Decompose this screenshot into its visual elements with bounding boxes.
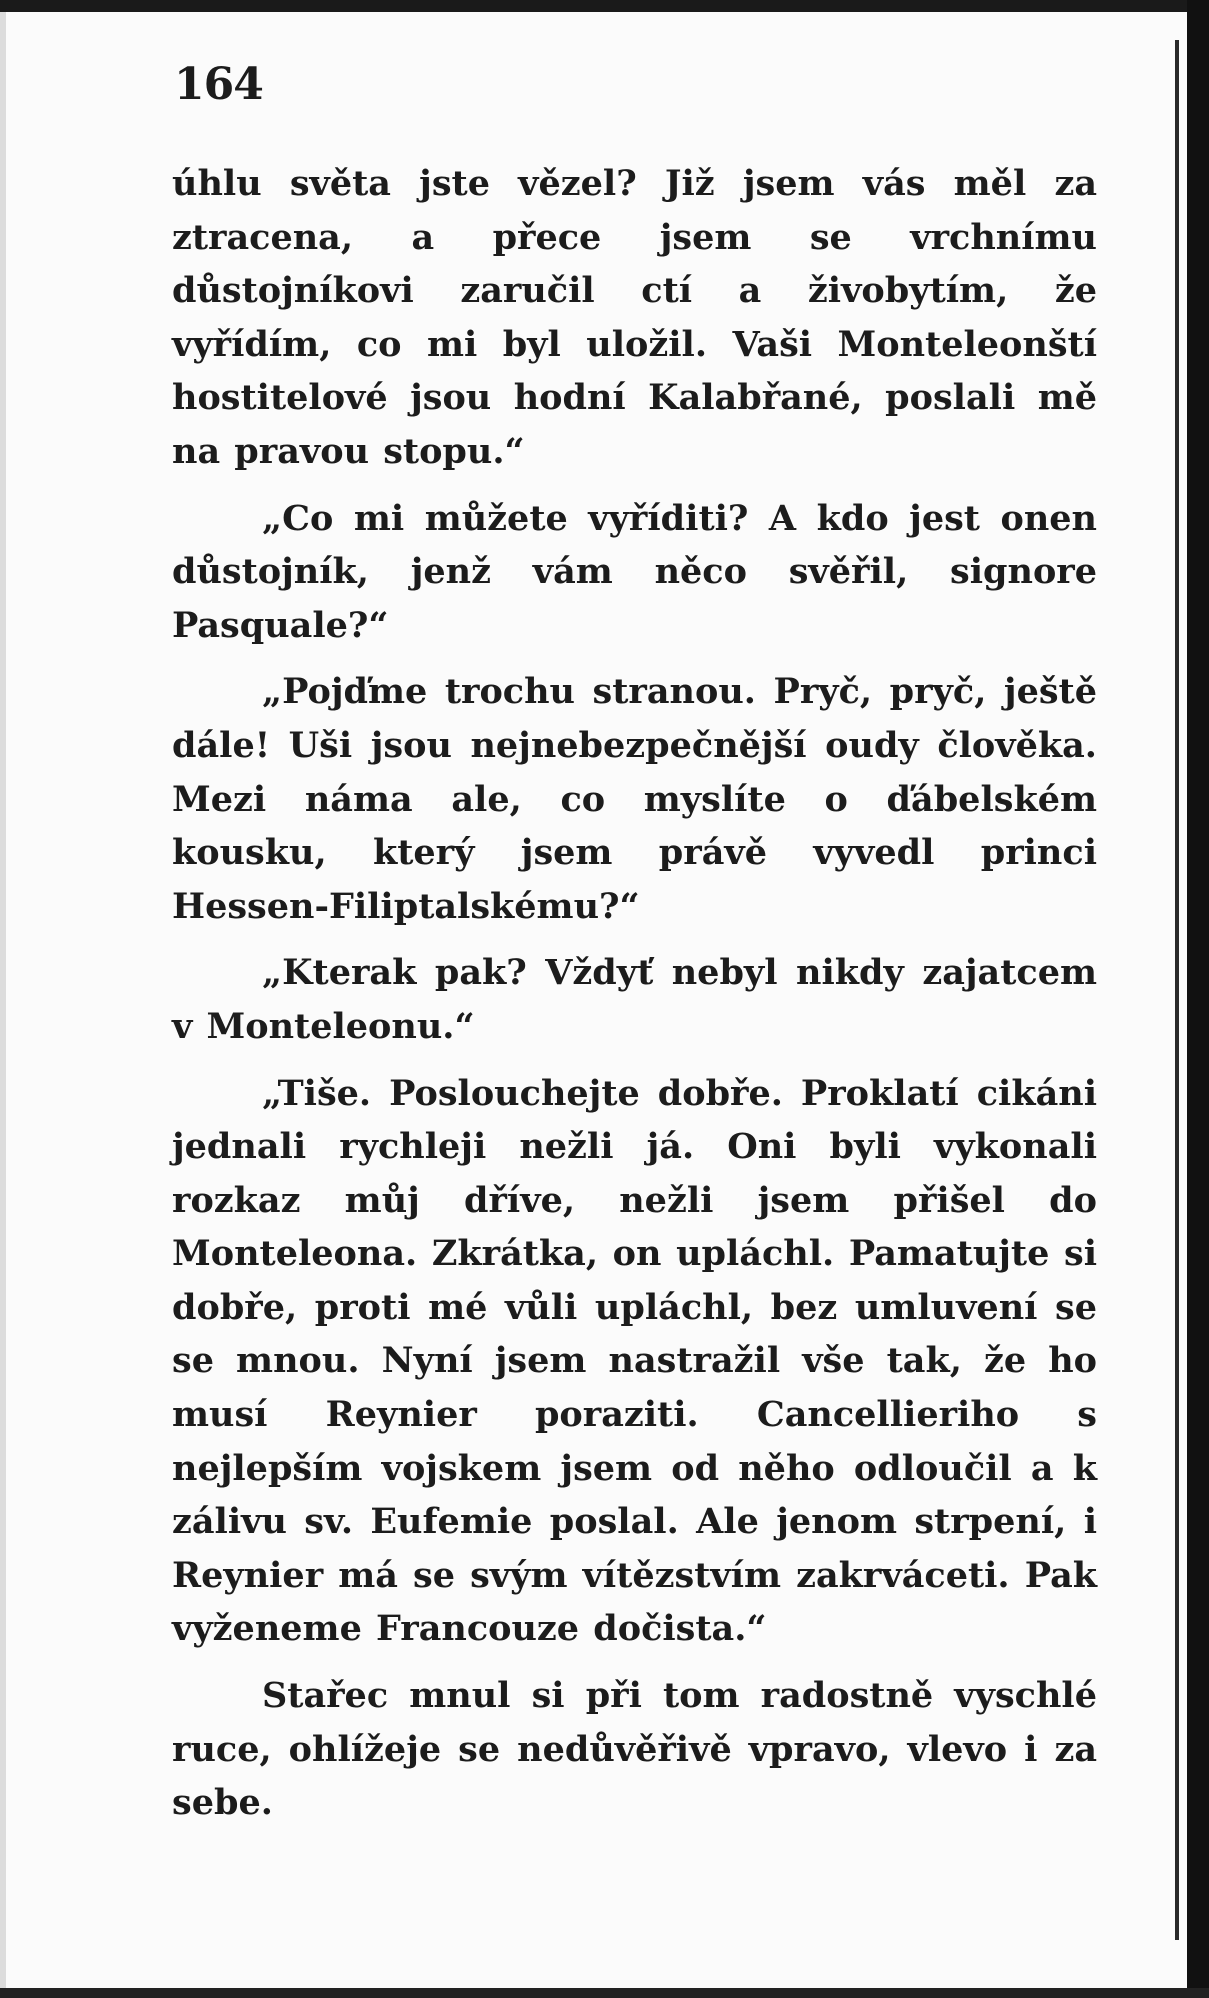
- paragraph-1: úhlu světa jste vězel? Již jsem vás měl za ztracena, a přece jsem se vrchnímu důstojníkovi zaručil ctí a živobytím, že vyřídím, co mi byl uložil. Vaši Monteleonští hostitelové jsou hodní Kalabřané, poslali mě na pravou stopu.“: [172, 163, 1097, 472]
- page-edge-line: [1175, 40, 1179, 1940]
- page-text-block: [172, 55, 1097, 1843]
- page-edge-left: [0, 0, 6, 1998]
- page-edge-right: [1187, 0, 1209, 1998]
- paragraph-5: „Tiše. Poslouchejte dobře. Proklatí cikáni jednali rychleji nežli já. Oni byli vykonali rozkaz můj dříve, nežli jsem přišel do Monteleona. Zkrátka, on upláchl. Pamatujte si dobře, proti mé vůli upláchl, bez umluvení se se mnou. Nyní jsem nastražil vše tak, že ho musí Reynier poraziti. Cancellieriho s nejlepším vojskem jsem od něho odloučil a k zálivu sv. Eufemie poslal. Ale jenom strpení, i Reynier má se svým vítězstvím zakrváceti. Pak vyženeme Francouze dočista.“: [172, 1072, 1097, 1650]
- paragraph-2: „Co mi můžete vyříditi? A kdo jest onen důstojník, jenž vám něco svěřil, signore Pasquale?“: [172, 497, 1097, 646]
- paragraph-3: „Pojďme trochu stranou. Pryč, pryč, ještě dále! Uši jsou nejnebezpečnější oudy člověka. Mezi náma ale, co myslíte o ďábelském kousku, který jsem právě vyvedl princi Hessen-Filiptalskému?“: [172, 671, 1097, 927]
- page-edge-top: [0, 0, 1209, 12]
- paragraph-4: „Kterak pak? Vždyť nebyl nikdy zajatcem v Monteleonu.“: [172, 952, 1097, 1047]
- paragraph-6: Stařec mnul si při tom radostně vyschlé ruce, ohlížeje se nedůvěřivě vpravo, vlevo i za sebe.: [172, 1675, 1097, 1824]
- page-edge-bottom: [0, 1988, 1209, 1998]
- page-number: 164: [174, 59, 263, 110]
